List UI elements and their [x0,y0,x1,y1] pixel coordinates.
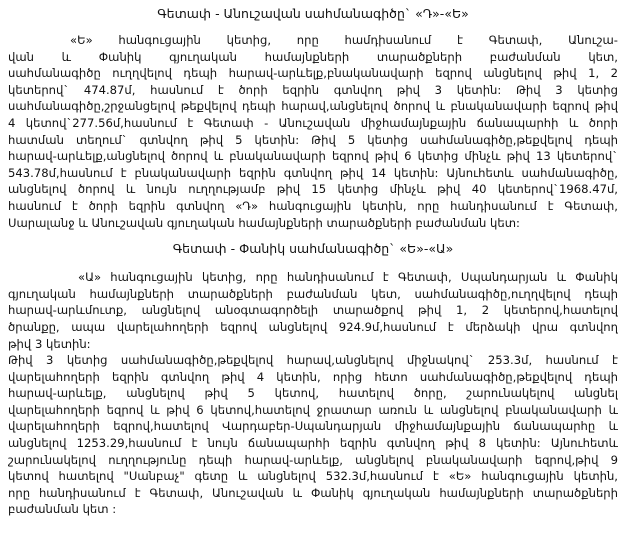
section1-title: Գետափ - Անուշավան սահմանագիծը` «Դ»-«Ե» [157,6,469,21]
section1-line: 543.78մ,հասնում է բնականավարի եզրին գտնվող թիվ 14 կետին: Այնուհետև սահմանագիծը, [8,165,618,180]
section2-line: կետով հատելով "Սանբաչ" գետը և անցնելով 532.3մ,հասնում է «Ե» հանգուցային կետին, [8,469,618,484]
section2-line: ծրանքը, ապա վարելահողերի եզրով անցնելով 924.9մ,հասնում է մերձակի վրա գտնվող [8,319,618,334]
section2-line: վարելահողերի եզրին գտնվող թիվ 4 կետին, որից հետո սահմանագիծը,թեքվելով դեպի [8,369,618,384]
section2-line: Թիվ 3 կետից սահմանագիծը,թեքվելով հարավ,անցնելով միջնակով` 253.3մ, հասնում է [8,353,618,368]
section2-line: հարավ-արևմուտք, անցնելով անօգտագործելի տարածքով թիվ 1, 2 կետերով,հատելով [8,303,618,318]
section2-line: շարունակելով ուղղությունը դեպի հարավ-արևելք, անցնելով բնականավարի եզրով,թիվ 9 [8,452,618,467]
section1-line: սահմանագիծը ուղղվելով դեպի հարավ-արևելք,բնականավարի եզրով անցնելով թիվ 1, 2 [8,66,618,81]
section2-line: վարելահողերի եզրով և թիվ 6 կետով,հատելով ջրատար առուն և անցնելով բնականավարի և [8,402,618,417]
section2-line: թիվ 3 կետին: [8,336,91,351]
section1-line: Սարալանջ և Անուշավան գյուղական համայնքների տարածքների բաժանման կետ: [8,215,520,230]
section1-line: հարավ-արևելք,անցնելով ծորով և բնականավարի եզրով թիվ 6 կետից մինչև թիվ 13 կետերով` [8,149,618,164]
section1-line: «Ե» հանգուցային կետից, որը համդիսանում է Գետափ, Անուշա- [70,33,618,47]
section2-line: վարելահողերի եզրով,հատելով Վարդաբեր-Սպանդարյան միջհամայնքային ճանապարհը և [8,419,618,434]
section1-line: վան և Փանիկ գյուղական համայնքների տարածքների բաժանման կետ, [8,49,618,64]
section2-line: բաժանման կետ : [8,502,117,517]
section1-paragraph [8,32,618,231]
section2-line: գյուղական համայնքների տարածքների բաժանման կետ, սահմանագիծը,ուղղվելով դեպի [8,286,618,301]
section1-line: կետերով` 474.87մ, հասնում է ծորի եզրին գտնվող թիվ 3 կետին: Թիվ 3 կետից [8,82,618,97]
section2-line: հարավ-արևելք, անցնելով թիվ 5 կետով, հատելով ծորը, շարունակելով անցնել [8,386,618,401]
section1-line: անցնելով ծորով և նույն ուղղությամբ թիվ 15 կետից մինչև թիվ 40 կետերով`1968.47մ, [8,182,618,197]
section2-paragraph [8,269,618,518]
section2-line: անցնելով 1253.29,հասնում է նույն ճանապարհի եզրին գտնվող թիվ 8 կետին: Այնուհետև [8,436,618,451]
section1-line: հատման տեղում` գտնվող թիվ 5 կետին: Թիվ 5 կետից սահմանագիծը,թեքվելով դեպի [8,132,618,147]
section2-line: որը հանդիսանում է Գետափ, Անուշավան և Փանիկ գյուղական համայնքների տարածքների [8,485,618,500]
section1-line: հասնում է ծորի եզրին գտնվող «Դ» հանգուցային կետին, որը հանդիսանում է Գետափ, [8,198,618,213]
section1-line: 4 կետով`277.56մ,հասնում է Գետափ - Անուշավան միջհամայնքային ճանապարհի և ծորի [8,115,618,130]
section2-title: Գետափ - Փանիկ սահմանագիծը` «Ե»-«Ա» [172,241,454,257]
section1-line: սահմանագիծը,շրջանցելով թեքվելով դեպի հարավ,անցնելով ծորով և բնականավարի եզրով թիվ [8,99,618,114]
section2-line: «Ա» հանգուցային կետից, որը հանդիսանում է Գետափ, Սպանդարյան և Փանիկ [78,270,618,285]
